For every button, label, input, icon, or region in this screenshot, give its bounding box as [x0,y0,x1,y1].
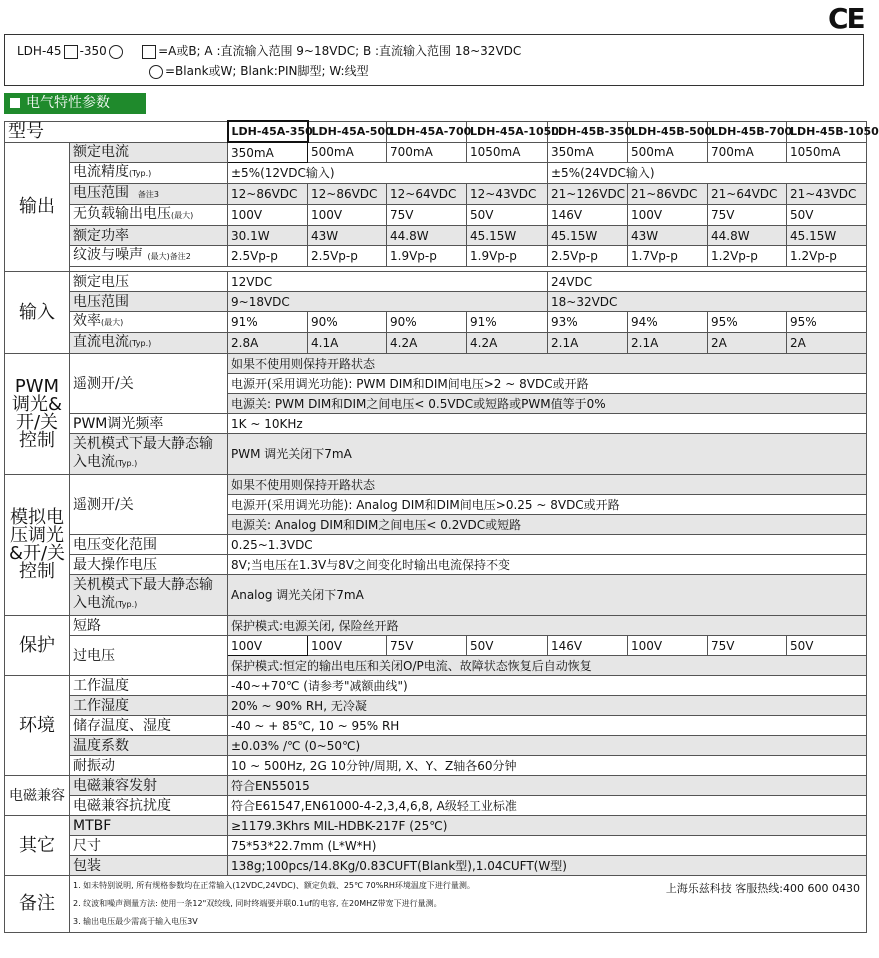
section-title: 电气特性参数 [4,93,146,114]
cell: 700mA [708,142,787,163]
cell: 94% [628,312,708,333]
cell: 100V [308,636,387,656]
table-row [5,856,867,876]
row-label: PWM调光频率 [70,414,228,434]
row-label: 电磁兼容抗扰度 [70,796,228,816]
table-row [5,816,867,836]
table-row [5,716,867,736]
cell: 1.9Vp-p [387,246,467,267]
table-row [5,736,867,756]
cell: 30.1W [228,226,308,246]
cell: 50V [467,205,548,226]
category-remarks: 备注 [5,876,70,933]
row-label: 过电压 [70,636,228,676]
cell: 1.9Vp-p [467,246,548,267]
row-label: 工作湿度 [70,696,228,716]
table-row [5,796,867,816]
table-row [5,226,867,246]
table-row [5,636,867,656]
ce-mark: CE [828,2,864,35]
cell: 1.2Vp-p [708,246,787,267]
cell: 91% [467,312,548,333]
cell: 91% [228,312,308,333]
cell: 21~43VDC [787,184,867,205]
cell: 12~86VDC [228,184,308,205]
table-row [5,163,867,184]
model-line-2 [147,62,369,79]
cell: 12~43VDC [467,184,548,205]
cell: 21~126VDC [548,184,628,205]
header-model: LDH-45B-1050 [787,121,867,142]
table-row [5,555,867,575]
cell: 1050mA [467,142,548,163]
cell: 75V [708,205,787,226]
cell: 21~86VDC [628,184,708,205]
cell: 2A [708,333,787,354]
cell: 50V [467,636,548,656]
cell: 138g;100pcs/14.8Kg/0.83CUFT(Blank型),1.04CUFT(W型) [228,856,867,876]
cell: 100V [628,636,708,656]
cell: 4.1A [308,333,387,354]
cell: 500mA [308,142,387,163]
cell: ±5%(24VDC输入) [548,163,867,184]
cell: 1K ~ 10KHz [228,414,867,434]
category-pwm: PWM调光&开/关控制 [5,354,70,475]
cell: 8V;当电压在1.3V与8V之间变化时输出电流保持不变 [228,555,867,575]
cell: 符合E61547,EN61000-4-2,3,4,6,8, A级轻工业标准 [228,796,867,816]
cell: 2A [787,333,867,354]
cell: ±0.03% /℃ (0~50℃) [228,736,867,756]
option-box-icon [64,45,78,59]
row-label: 电压变化范围 [70,535,228,555]
table-header-row [5,121,867,142]
header-label: 型号 [5,121,228,142]
cell: 93% [548,312,628,333]
cell: 146V [548,636,628,656]
row-label: 温度系数 [70,736,228,756]
cell: 电源关: PWM DIM和DIM之间电压< 0.5VDC或短路或PWM值等于0% [228,394,867,414]
row-label: 遥测开/关 [70,475,228,535]
cell: 2.8A [228,333,308,354]
table-row [5,354,867,374]
row-label: 包装 [70,856,228,876]
row-label: 纹波与噪声 (最大)备注2 [70,246,228,267]
row-label: 耐振动 [70,756,228,776]
cell: 2.1A [548,333,628,354]
cell: Analog 调光关闭下7mA [228,575,867,616]
cell: 4.2A [467,333,548,354]
cell: 100V [228,636,308,656]
cell: 45.15W [548,226,628,246]
cell: 90% [387,312,467,333]
cell: 75V [387,205,467,226]
option-box-icon [142,45,156,59]
table-row [5,142,867,163]
table-row [5,205,867,226]
cell: 9~18VDC [228,292,548,312]
cell: 100V [628,205,708,226]
table-row [5,696,867,716]
remark-line: 3. 输出电压最少需高于输入电压3V [73,917,198,926]
cell: 45.15W [787,226,867,246]
row-label: 额定功率 [70,226,228,246]
cell: 10 ~ 500Hz, 2G 10分钟/周期, X、Y、Z轴各60分钟 [228,756,867,776]
model-current: -350 [79,44,107,58]
table-row [5,616,867,636]
table-row [5,272,867,292]
cell: 50V [787,636,867,656]
row-label: 无负载输出电压(最大) [70,205,228,226]
cell: 电源开(采用调光功能): PWM DIM和DIM间电压>2 ~ 8VDC或开路 [228,374,867,394]
cell: 2.5Vp-p [308,246,387,267]
row-label: 直流电流(Typ.) [70,333,228,354]
category-other: 其它 [5,816,70,876]
table-row [5,676,867,696]
model-line-1 [17,42,521,59]
cell: 电源关: Analog DIM和DIM之间电压< 0.2VDC或短路 [228,515,867,535]
cell: 45.15W [467,226,548,246]
company-hotline: 上海乐兹科技 客服热线:400 600 0430 [665,882,860,895]
cell: 如果不使用则保持开路状态 [228,475,867,495]
cell: -40~+70℃ (请参考"减额曲线") [228,676,867,696]
option-circle-icon [109,45,123,59]
row-label: 效率(最大) [70,312,228,333]
cell: 75*53*22.7mm (L*W*H) [228,836,867,856]
cell: 44.8W [708,226,787,246]
cell: 符合EN55015 [228,776,867,796]
cell: 75V [387,636,467,656]
cell: 12~86VDC [308,184,387,205]
category-input: 输入 [5,272,70,354]
cell: 44.8W [387,226,467,246]
header-model: LDH-45A-700 [387,121,467,142]
cell: 保护模式:恒定的输出电压和关闭O/P电流、故障状态恢复后自动恢复 [228,656,867,676]
cell: 2.5Vp-p [548,246,628,267]
category-environment: 环境 [5,676,70,776]
table-row [5,876,867,933]
row-label: 储存温度、湿度 [70,716,228,736]
header-model: LDH-45B-500 [628,121,708,142]
row-label: 额定电流 [70,142,228,163]
cell: 18~32VDC [548,292,867,312]
cell: 146V [548,205,628,226]
table-row [5,292,867,312]
table-row [5,333,867,354]
row-label: 电流精度(Typ.) [70,163,228,184]
cell: 43W [628,226,708,246]
model-input-desc: =A或B; A :直流输入范围 9~18VDC; B :直流输入范围 18~32VDC [158,44,522,58]
header-model: LDH-45A-1050 [467,121,548,142]
header-model: LDH-45A-350 [228,121,308,142]
cell: 1.2Vp-p [787,246,867,267]
cell: 700mA [387,142,467,163]
row-label: 尺寸 [70,836,228,856]
remark-line: 1. 如未特别说明, 所有规格参数均在正常输入(12VDC,24VDC)、额定负载、25℃ 70%RH环境温度下进行量测。 [73,881,475,890]
table-row [5,575,867,616]
table-row [5,184,867,205]
cell: 如果不使用则保持开路状态 [228,354,867,374]
remark-line: 2. 纹波和噪声测量方法: 使用一条12"双绞线, 同时终端要并联0.1uf的电容, 在20MHZ带宽下进行量测。 [73,899,442,908]
cell: 21~64VDC [708,184,787,205]
table-row [5,776,867,796]
table-row [5,836,867,856]
cell: 保护模式:电源关闭, 保险丝开路 [228,616,867,636]
model-pin-desc: =Blank或W; Blank:PIN脚型; W:线型 [165,64,369,78]
header-model: LDH-45B-350 [548,121,628,142]
category-protect: 保护 [5,616,70,676]
option-circle-icon [149,65,163,79]
remarks-cell [70,876,867,933]
cell: 500mA [628,142,708,163]
cell: 2.1A [628,333,708,354]
header-model: LDH-45B-700 [708,121,787,142]
cell: 90% [308,312,387,333]
table-row [5,535,867,555]
table-row [5,414,867,434]
cell: ±5%(12VDC输入) [228,163,548,184]
row-label: 关机模式下最大静态输入电流(Typ.) [70,434,228,475]
model-prefix: LDH-45 [17,44,62,58]
cell: -40 ~ + 85℃, 10 ~ 95% RH [228,716,867,736]
table-row [5,756,867,776]
cell: 电源开(采用调光功能): Analog DIM和DIM间电压>0.25 ~ 8VDC或开路 [228,495,867,515]
header-model: LDH-45A-500 [308,121,387,142]
row-label: 工作温度 [70,676,228,696]
cell: 50V [787,205,867,226]
square-bullet-icon [10,98,20,108]
table-row [5,312,867,333]
cell: 1.7Vp-p [628,246,708,267]
cell: ≥1179.3Khrs MIL-HDBK-217F (25℃) [228,816,867,836]
row-label: 最大操作电压 [70,555,228,575]
row-label: 电磁兼容发射 [70,776,228,796]
cell: 0.25~1.3VDC [228,535,867,555]
cell: PWM 调光关闭下7mA [228,434,867,475]
cell: 95% [708,312,787,333]
table-row [5,434,867,475]
category-output: 输出 [5,142,70,272]
cell: 75V [708,636,787,656]
row-label: 关机模式下最大静态输入电流(Typ.) [70,575,228,616]
spec-table [4,120,879,933]
row-label: 电压范围 备注3 [70,184,228,205]
cell: 43W [308,226,387,246]
cell: 20% ~ 90% RH, 无冷凝 [228,696,867,716]
cell: 12~64VDC [387,184,467,205]
model-code-box [4,34,864,86]
cell: 100V [228,205,308,226]
cell: 24VDC [548,272,867,292]
row-label: 额定电压 [70,272,228,292]
cell: 1050mA [787,142,867,163]
row-label: 电压范围 [70,292,228,312]
cell: 4.2A [387,333,467,354]
row-label: 遥测开/关 [70,354,228,414]
table-row [5,246,867,267]
category-emc: 电磁兼容 [5,776,70,816]
table-row [5,475,867,495]
cell: 2.5Vp-p [228,246,308,267]
cell: 12VDC [228,272,548,292]
cell: 95% [787,312,867,333]
category-analog: 模拟电压调光&开/关控制 [5,475,70,616]
cell: 350mA [228,142,308,163]
row-label: MTBF [70,816,228,836]
cell: 350mA [548,142,628,163]
cell: 100V [308,205,387,226]
row-label: 短路 [70,616,228,636]
